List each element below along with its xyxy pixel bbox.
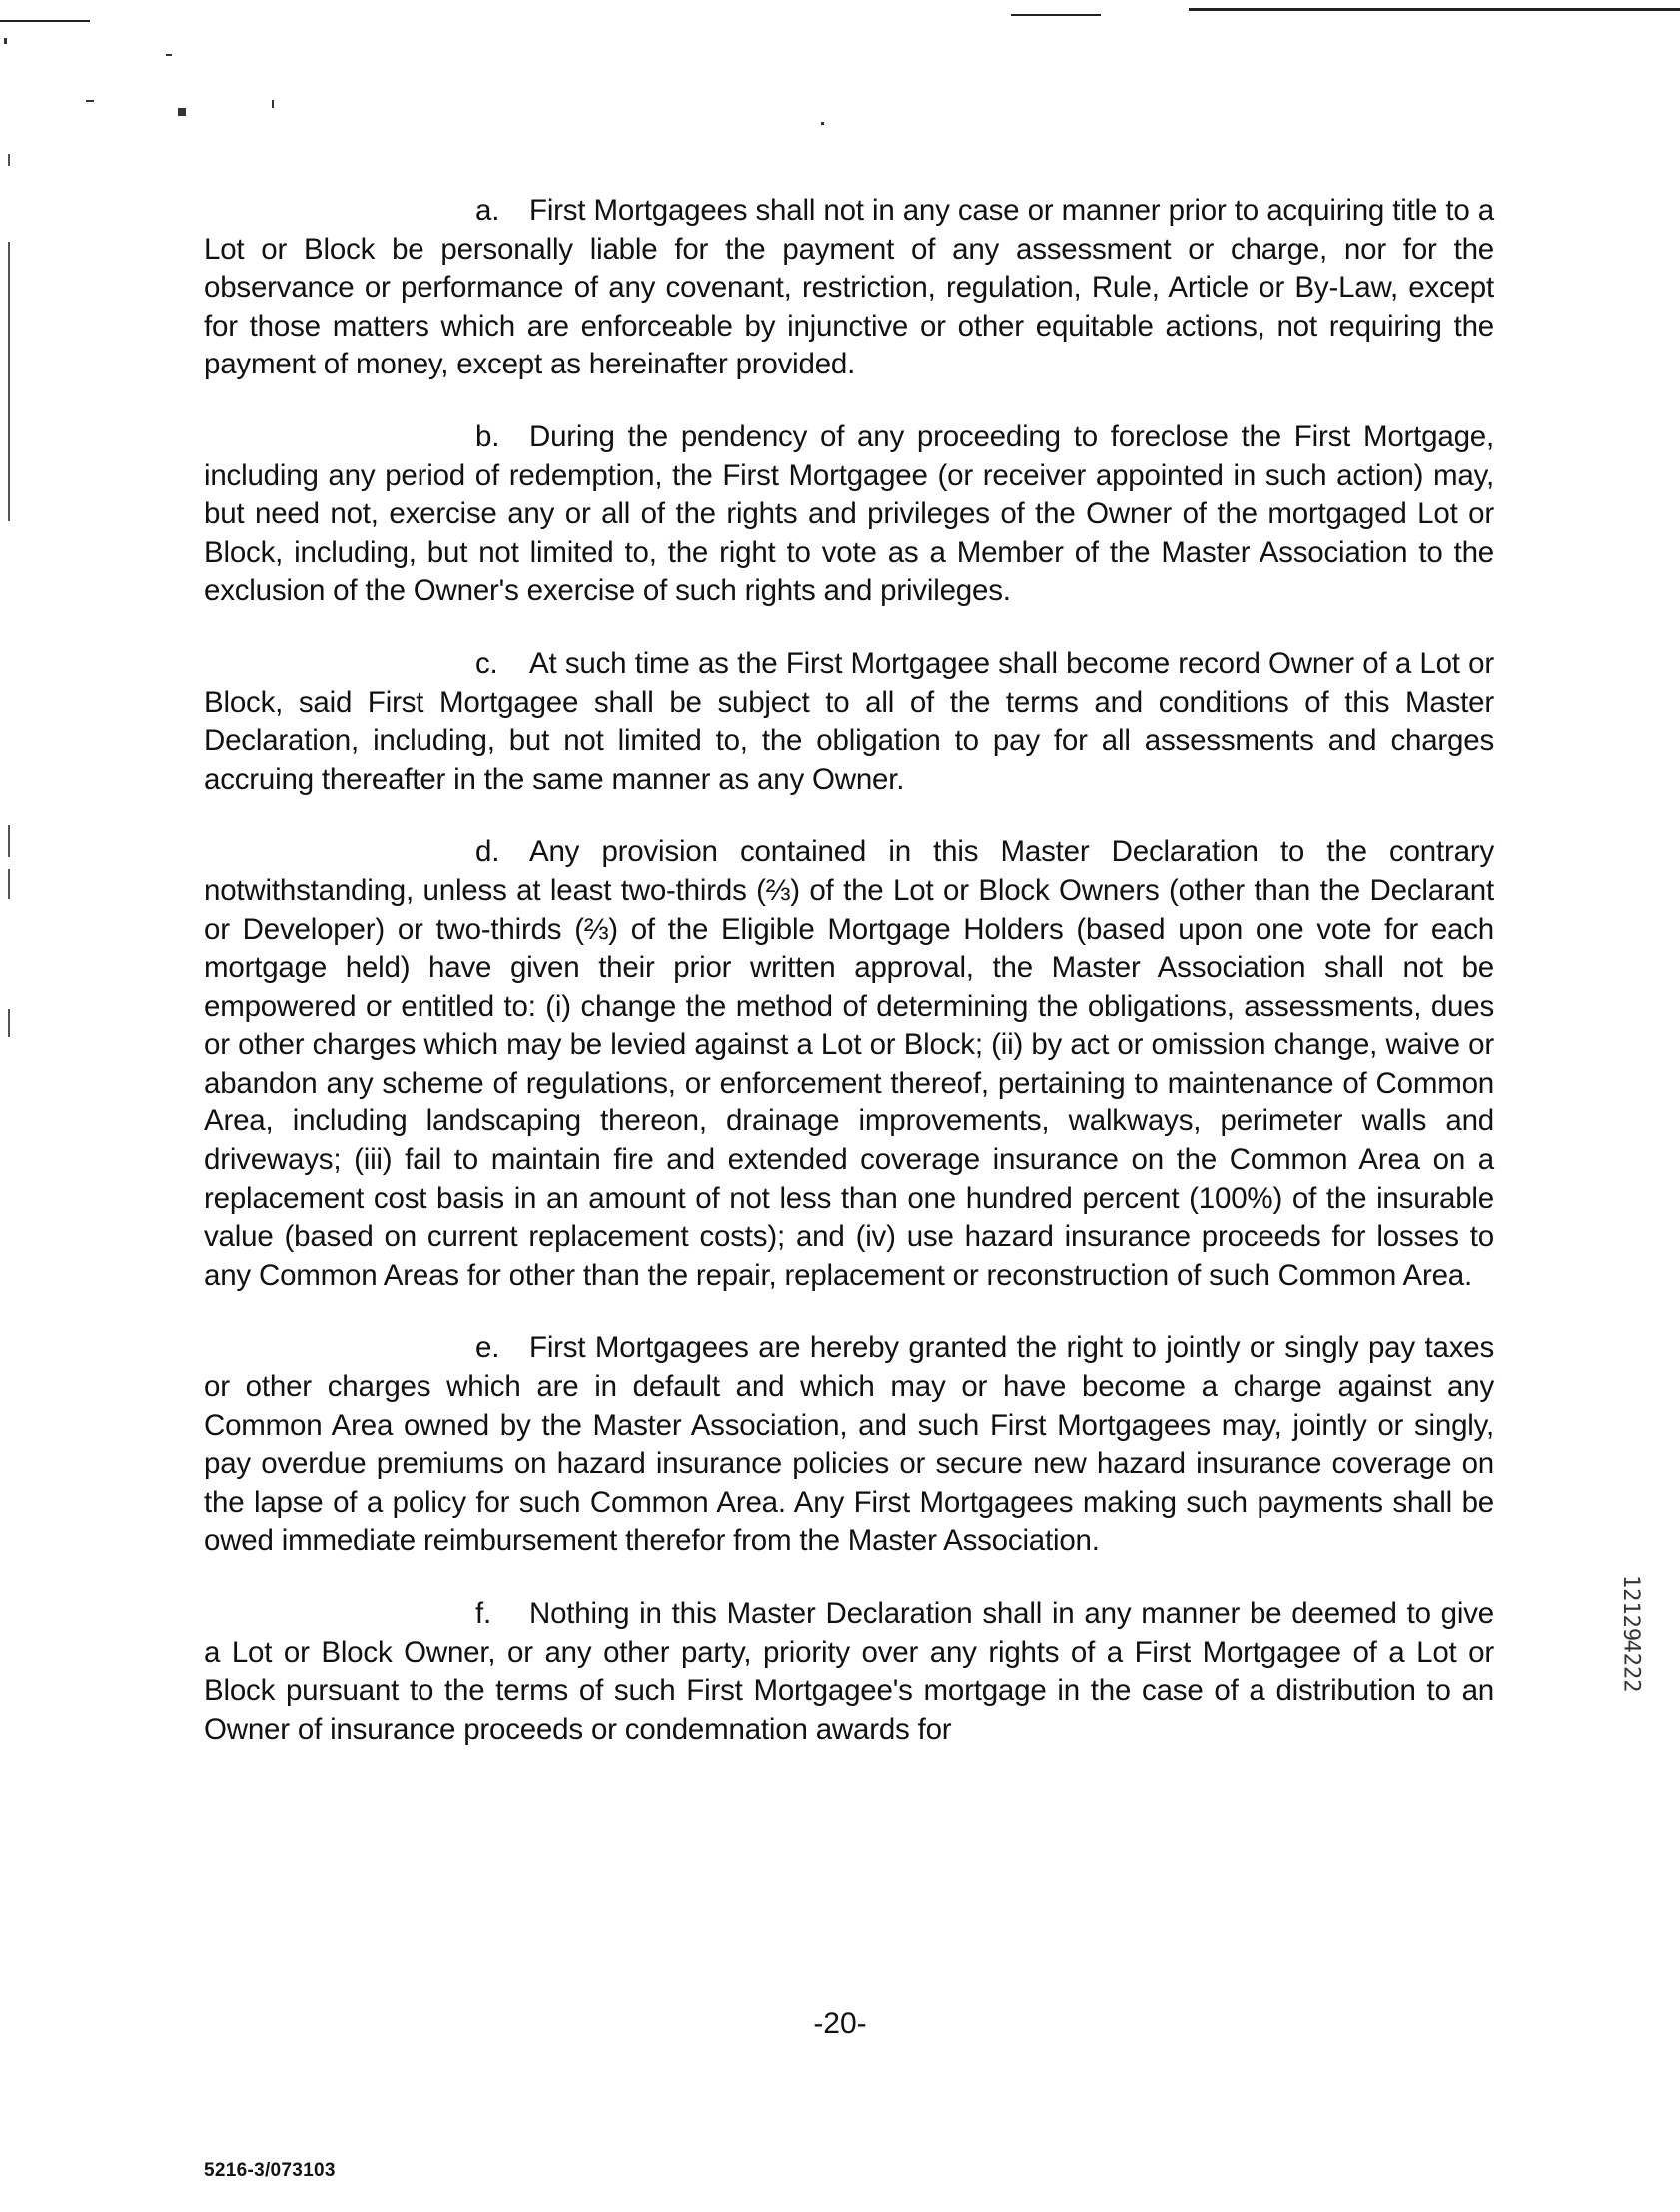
stamp-number-top: 12129 xyxy=(1618,1574,1644,1642)
scan-speck xyxy=(4,38,7,44)
paragraph-label: a. xyxy=(475,194,500,227)
scan-top-rule-mid xyxy=(1011,14,1101,16)
scan-speck xyxy=(166,54,172,56)
paragraph-text: First Mortgagees shall not in any case or manner prior to acquiring title to a Lot or Block be personally liable for the payment of any assessment or charge, nor for the observance or performance of any covenant, restriction, regulation, Rule, Article or By-Law, except for those matters which are enforceable by injunctive or other equitable actions, not requiring the payment of money, except as hereinafter provided. xyxy=(204,194,1494,381)
scan-margin-mark xyxy=(8,242,10,521)
paragraph-text: Nothing in this Master Declaration shall in any manner be deemed to give a Lot or Block Owner, or any other party, priority over any rights of a First Mortgagee of a Lot or Block pursuant to the terms of such First Mortgagee's mortgage in the case of a distribution to an Owner of insurance proceeds or condemnation awards for xyxy=(204,1597,1494,1746)
paragraph-text: At such time as the First Mortgagee shall become record Owner of a Lot or Block, said First Mortgagee shall be subject to all of the terms and conditions of this Master Declaration, including, but not limited to, the obligation to pay for all assessments and charges accruing thereafter in the same manner as any Owner. xyxy=(204,646,1494,796)
scan-speck xyxy=(86,100,94,102)
paragraph-c xyxy=(204,645,1494,799)
paragraph-label: c. xyxy=(475,646,498,680)
paragraph-d xyxy=(204,833,1494,1295)
document-body xyxy=(204,192,1494,1783)
side-recording-stamp xyxy=(1616,1574,1644,1915)
paragraph-label: e. xyxy=(475,1331,500,1365)
scan-margin-mark xyxy=(8,825,10,857)
paragraph-e xyxy=(204,1329,1494,1561)
paragraph-label: f. xyxy=(475,1597,491,1630)
scan-speck xyxy=(821,122,824,125)
paragraph-a xyxy=(204,192,1494,384)
paragraph-text: During the pendency of any proceeding to foreclose the First Mortgage, including any period of redemption, the First Mortgagee (or receiver appointed in such action) may, but need not, exercise any or all of the rights and privileges of the Owner of the mortgaged Lot or Block, including, but not limited to, the right to vote as a Member of the Master Association to the exclusion of the Owner's exercise of such rights and privileges. xyxy=(204,419,1494,608)
paragraph-b xyxy=(204,418,1494,611)
paragraph-f xyxy=(204,1595,1494,1749)
paragraph-text: First Mortgagees are hereby granted the right to jointly or singly pay taxes or other charges which are in default and which may or have become a charge against any Common Area owned by the Master Association, and such First Mortgagees may, jointly or singly, pay overdue premiums on hazard insurance policies or secure new hazard insurance coverage on the lapse of a policy for such Common Area. Any First Mortgagees making such payments shall be owed immediate reimbursement therefor from the Master Association. xyxy=(204,1331,1494,1558)
paragraph-text: Any provision contained in this Master Declaration to the contrary notwithstanding, unless at least two-thirds (⅔) of the Lot or Block Owners (other than the Declarant or Developer) or two-thirds (⅔) of the Eligible Mortgage Holders (based upon one vote for each mortgage held) have given their prior written approval, the Master Association shall not be empowered or entitled to: (i) change the method of determining the obligations, assessments, dues or other charges which may be levied against a Lot or Block; (ii) by act or omission change, waive or abandon any scheme of regulations, or enforcement thereof, pertaining to maintenance of Common Area, including landscaping thereon, drainage improvements, walkways, perimeter walls and driveways; (iii) fail to maintain fire and extended coverage insurance on the Common Area on a replacement cost basis in an amount of not less than one hundred percent (100%) of the insurable value (based on current replacement costs); and (iv) use hazard insurance proceeds for losses to any Common Areas for other than the repair, replacement or reconstruction of such Common Area. xyxy=(204,835,1494,1292)
footer-document-code: 5216-3/073103 xyxy=(204,2160,336,2181)
scan-speck xyxy=(178,108,186,116)
scan-top-rule-right xyxy=(1189,8,1680,11)
scan-margin-mark xyxy=(8,869,10,899)
paragraph-label: d. xyxy=(475,835,500,869)
scan-margin-mark xyxy=(8,154,10,166)
scan-top-rule-left xyxy=(0,20,90,22)
paragraph-label: b. xyxy=(475,419,500,453)
page-number: -20- xyxy=(813,2007,867,2040)
scan-margin-mark xyxy=(8,1009,10,1037)
scan-speck xyxy=(272,100,274,108)
stamp-number-bottom: 4222 xyxy=(1618,1639,1644,1693)
